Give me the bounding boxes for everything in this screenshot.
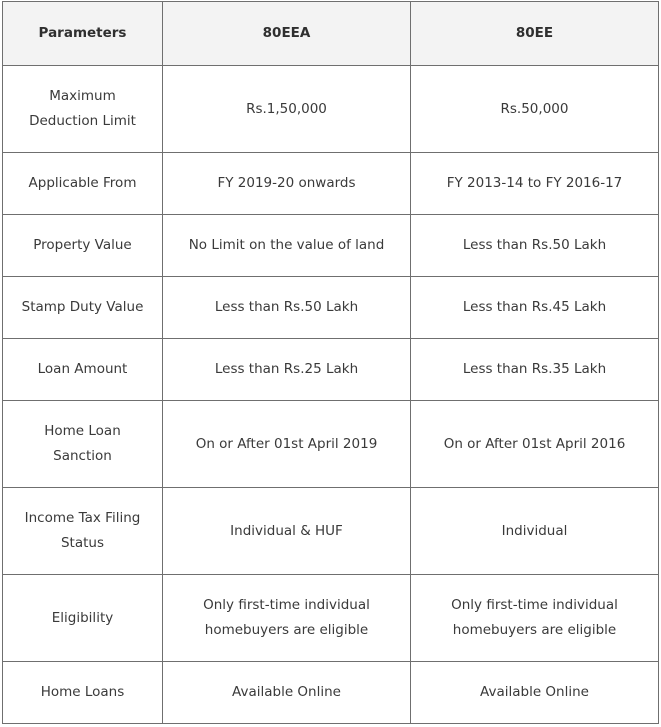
header-80ee: 80EE bbox=[411, 2, 659, 66]
row-80ee-value: On or After 01st April 2016 bbox=[411, 401, 659, 488]
table-row bbox=[3, 66, 659, 153]
row-80eea-value: Less than Rs.25 Lakh bbox=[163, 339, 411, 401]
row-80eea-value: Rs.1,50,000 bbox=[163, 66, 411, 153]
row-parameter: Applicable From bbox=[3, 153, 163, 215]
table-row bbox=[3, 575, 659, 662]
row-80ee-value: FY 2013-14 to FY 2016-17 bbox=[411, 153, 659, 215]
row-80eea-value: On or After 01st April 2019 bbox=[163, 401, 411, 488]
table-row bbox=[3, 215, 659, 277]
row-parameter: Home Loans bbox=[3, 662, 163, 724]
row-parameter: Loan Amount bbox=[3, 339, 163, 401]
row-80ee-value: Less than Rs.50 Lakh bbox=[411, 215, 659, 277]
row-80eea-value: Available Online bbox=[163, 662, 411, 724]
row-parameter: Stamp Duty Value bbox=[3, 277, 163, 339]
row-80eea-value: Individual & HUF bbox=[163, 488, 411, 575]
row-80ee-value: Rs.50,000 bbox=[411, 66, 659, 153]
row-parameter: Home Loan Sanction bbox=[3, 401, 163, 488]
comparison-table bbox=[2, 1, 659, 724]
row-80ee-value: Less than Rs.45 Lakh bbox=[411, 277, 659, 339]
table-row bbox=[3, 662, 659, 724]
table-row bbox=[3, 277, 659, 339]
row-80ee-value: Less than Rs.35 Lakh bbox=[411, 339, 659, 401]
row-80eea-value: Less than Rs.50 Lakh bbox=[163, 277, 411, 339]
row-parameter: Maximum Deduction Limit bbox=[3, 66, 163, 153]
table-row bbox=[3, 153, 659, 215]
row-80eea-value: No Limit on the value of land bbox=[163, 215, 411, 277]
table-row bbox=[3, 339, 659, 401]
row-80ee-value: Only first-time individual homebuyers are eligible bbox=[411, 575, 659, 662]
row-80eea-value: FY 2019-20 onwards bbox=[163, 153, 411, 215]
row-80ee-value: Available Online bbox=[411, 662, 659, 724]
row-80ee-value: Individual bbox=[411, 488, 659, 575]
header-parameters: Parameters bbox=[3, 2, 163, 66]
table-row bbox=[3, 488, 659, 575]
table-row bbox=[3, 401, 659, 488]
row-80eea-value: Only first-time individual homebuyers are eligible bbox=[163, 575, 411, 662]
header-row bbox=[3, 2, 659, 66]
header-80eea: 80EEA bbox=[163, 2, 411, 66]
row-parameter: Eligibility bbox=[3, 575, 163, 662]
row-parameter: Property Value bbox=[3, 215, 163, 277]
row-parameter: Income Tax Filing Status bbox=[3, 488, 163, 575]
